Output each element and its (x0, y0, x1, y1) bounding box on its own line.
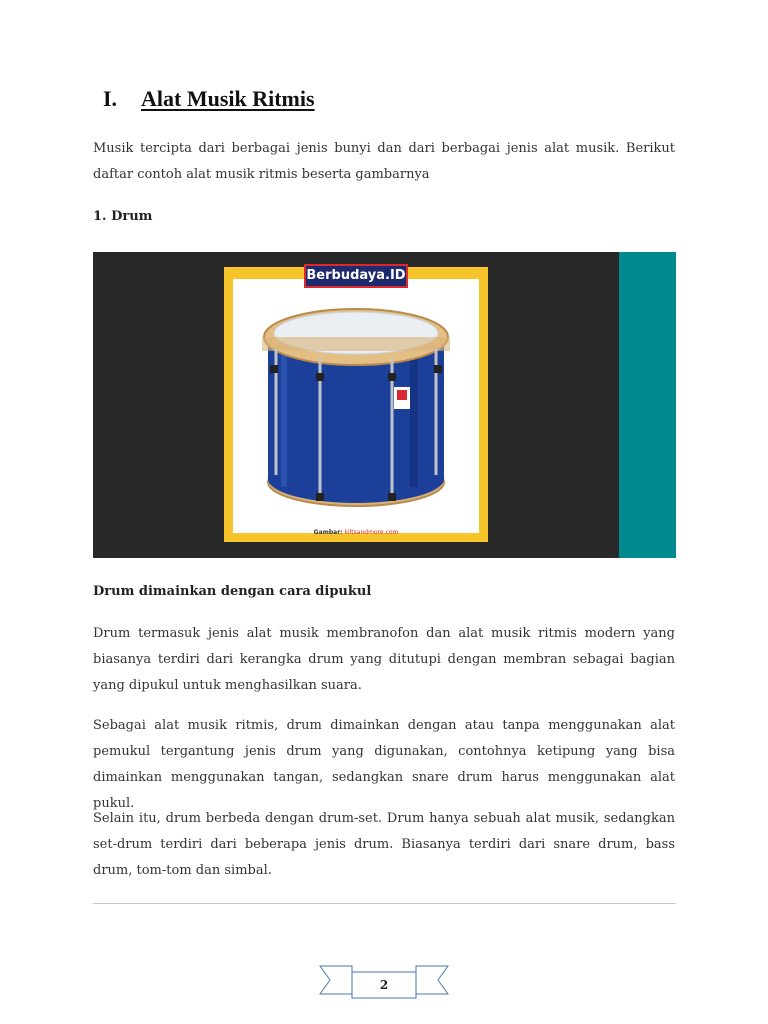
image-credit (224, 529, 488, 536)
drum-illustration (224, 267, 488, 542)
subsection-title: 1. Drum (93, 209, 153, 224)
paragraph-3: Selain itu, drum berbeda dengan drum-set. Drum hanya sebuah alat musik, sedangkan set-drum terdiri dari beberapa jenis drum. Biasanya terdiri dari snare drum, bass drum, tom-tom dan simbal. (93, 811, 675, 878)
paragraph-2: Sebagai alat musik ritmis, drum dimainkan dengan atau tanpa menggunakan alat pemukul tergantung jenis drum yang digunakan, contohnya ketipung yang bisa dimainkan menggunakan tangan, sedangkan snare drum harus menggunakan alat pukul. (93, 718, 675, 811)
brand-label: Berbudaya.ID (304, 264, 408, 288)
paragraph-1: Drum termasuk jenis alat musik membranofon dan alat musik ritmis modern yang biasanya terdiri dari kerangka drum yang ditutupi dengan membran sebagai bagian yang dipukul untuk menghasilkan suara. (93, 626, 675, 693)
page-number: 2 (379, 978, 389, 992)
heading-title: Alat Musik Ritmis (141, 86, 315, 111)
accent-bar (619, 252, 676, 558)
heading-number: I. (103, 86, 118, 111)
figure-caption: Drum dimainkan dengan cara dipukul (93, 584, 372, 599)
intro-paragraph: Musik tercipta dari berbagai jenis bunyi dan dari berbagai jenis alat musik. Berikut daftar contoh alat musik ritmis beserta gambarnya (93, 141, 675, 182)
credit-prefix: Gambar: (313, 529, 343, 536)
drum-figure (93, 252, 676, 558)
credit-source: kiltsandmore.com (344, 529, 399, 536)
footer-divider (93, 903, 676, 904)
section-heading (103, 86, 315, 112)
